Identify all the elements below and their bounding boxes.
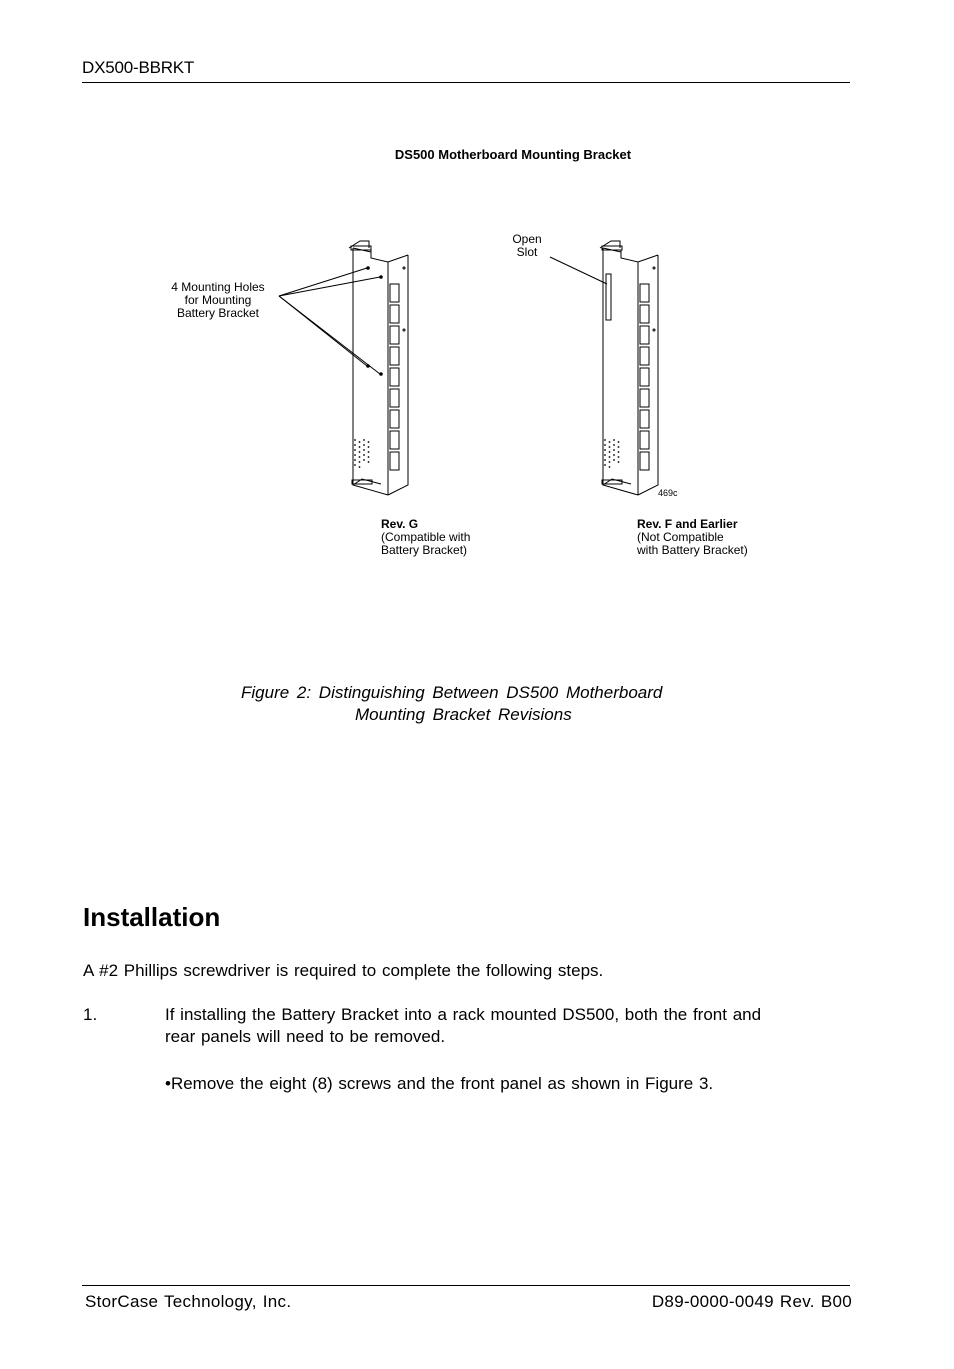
slot-callout-line: Open — [512, 232, 542, 246]
step-text-line2: rear panels will need to be removed. — [165, 1027, 446, 1046]
vent-dot — [354, 444, 356, 446]
figure-caption-line1: Figure 2: Distinguishing Between DS500 Motherboard — [241, 683, 663, 702]
vent-dot — [368, 456, 370, 458]
vent-dot — [359, 456, 361, 458]
slot-callout — [503, 233, 551, 259]
step-number: 1. — [83, 1005, 98, 1024]
vent-dot — [609, 456, 611, 458]
vent-dot — [604, 444, 606, 446]
vent-dot — [354, 464, 356, 466]
holes-callout-line: 4 Mounting Holes — [171, 280, 265, 294]
rev-f-line: with Battery Bracket) — [637, 543, 748, 557]
vent-dot — [618, 446, 620, 448]
vent-dot — [363, 459, 365, 461]
slot-leader-line — [550, 257, 607, 284]
section-intro: A #2 Phillips screwdriver is required to complete the following steps. — [83, 961, 604, 980]
vent-dot — [613, 449, 615, 451]
slot-callout-line: Slot — [516, 245, 538, 259]
holes-callout — [160, 281, 276, 320]
vent-dots-rev-f — [604, 439, 619, 468]
vent-dot — [354, 459, 356, 461]
vent-dot — [618, 456, 620, 458]
vent-dot — [354, 439, 356, 441]
step-text-line1: If installing the Battery Bracket into a rack mounted DS500, both the front and — [165, 1005, 762, 1024]
vent-dot — [618, 451, 620, 453]
vent-dot — [368, 441, 370, 443]
holes-callout-line: Battery Bracket — [176, 306, 260, 320]
vent-dot — [363, 444, 365, 446]
vent-dot — [368, 461, 370, 463]
vent-dot — [359, 461, 361, 463]
vent-dot — [609, 461, 611, 463]
footer-doc-rev: D89-0000-0049 Rev. B00 — [651, 1292, 852, 1311]
vent-dot — [609, 446, 611, 448]
header-doc-code: DX500-BBRKT — [82, 58, 195, 77]
figure-ref-code: 469c — [658, 488, 678, 498]
rev-f-title: Rev. F and Earlier — [637, 517, 738, 531]
vent-dot — [604, 439, 606, 441]
vent-dot — [354, 454, 356, 456]
rev-f-label — [637, 518, 797, 557]
vent-dot — [363, 449, 365, 451]
footer-company: StorCase Technology, Inc. — [85, 1292, 292, 1311]
figure-title: DS500 Motherboard Mounting Bracket — [394, 147, 632, 162]
vent-dot — [613, 444, 615, 446]
holes-leader-lines — [279, 268, 380, 374]
rev-g-line: (Compatible with — [381, 530, 471, 544]
vent-dot — [613, 459, 615, 461]
vent-dot — [354, 449, 356, 451]
vent-dot — [363, 439, 365, 441]
rev-g-line: Battery Bracket) — [381, 543, 468, 557]
holes-callout-line: for Mounting — [184, 293, 252, 307]
vent-dot — [368, 446, 370, 448]
section-heading: Installation — [83, 902, 221, 932]
vent-dot — [618, 441, 620, 443]
step-bullet: •Remove the eight (8) screws and the front panel as shown in Figure 3. — [165, 1074, 714, 1093]
rev-g-label — [381, 518, 521, 557]
footer-rule — [82, 1285, 850, 1286]
bracket-rev-g — [349, 241, 408, 495]
vent-dot — [613, 439, 615, 441]
vent-dot — [359, 446, 361, 448]
vent-dot — [609, 441, 611, 443]
vent-dot — [363, 454, 365, 456]
vent-dot — [604, 454, 606, 456]
vent-dot — [618, 461, 620, 463]
vent-dot — [604, 459, 606, 461]
rev-g-title: Rev. G — [381, 517, 419, 531]
vent-dot — [359, 466, 361, 468]
vent-dot — [609, 451, 611, 453]
vent-dot — [604, 464, 606, 466]
vent-dot — [613, 454, 615, 456]
vent-dot — [359, 451, 361, 453]
vent-dot — [368, 451, 370, 453]
figure-caption-line2: Mounting Bracket Revisions — [355, 705, 572, 724]
vent-dot — [359, 441, 361, 443]
vent-dot — [609, 466, 611, 468]
vent-dot — [604, 449, 606, 451]
vent-dots-rev-g — [354, 439, 369, 468]
rev-f-line: (Not Compatible — [637, 530, 724, 544]
